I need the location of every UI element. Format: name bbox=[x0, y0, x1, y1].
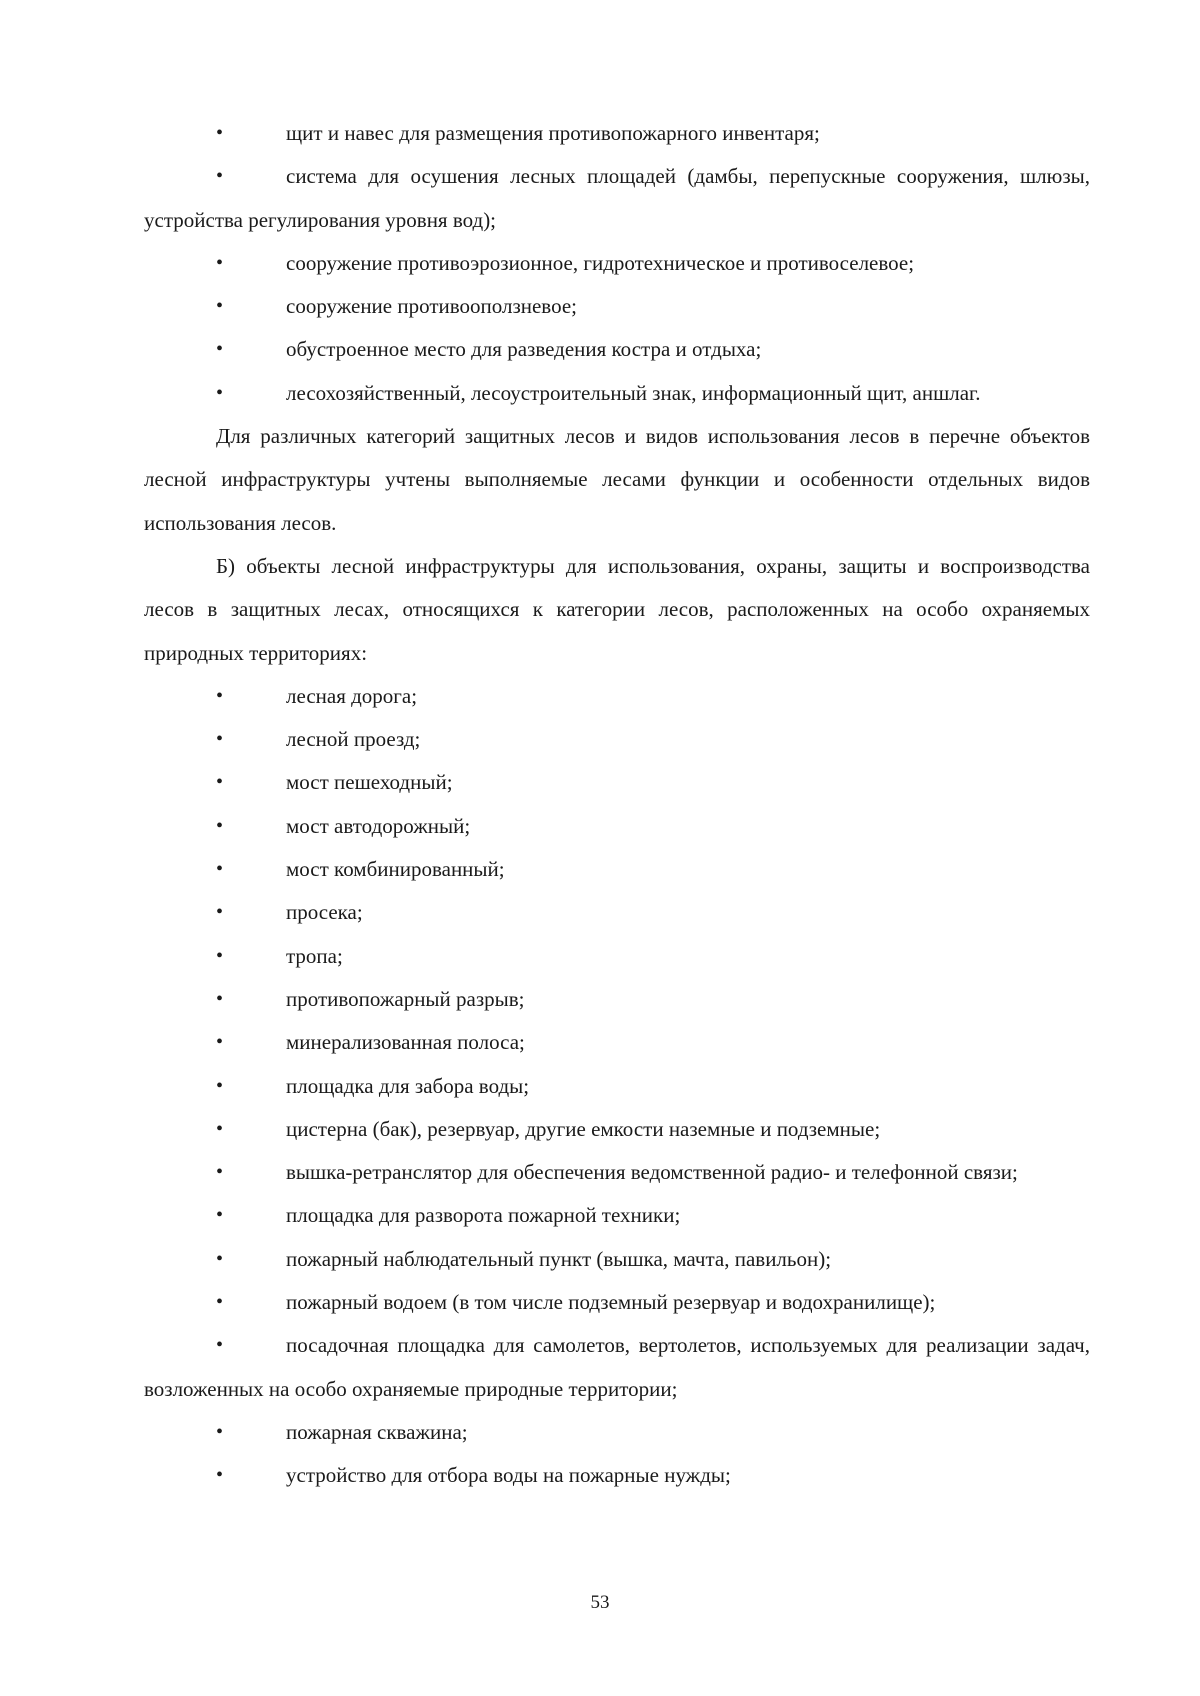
bullet-icon: • bbox=[216, 684, 224, 707]
bullet-icon: • bbox=[216, 251, 224, 274]
list-item: • пожарный водоем (в том числе подземный резервуар и водохранилище); bbox=[144, 1281, 1090, 1324]
bullet-icon: • bbox=[216, 165, 224, 188]
list-item: • пожарная скважина; bbox=[144, 1411, 1090, 1454]
list-item: • мост пешеходный; bbox=[144, 761, 1090, 804]
infrastructure-list-b bbox=[144, 675, 1090, 1498]
bullet-icon: • bbox=[216, 987, 224, 1010]
list-item: • пожарный наблюдательный пункт (вышка, мачта, павильон); bbox=[144, 1238, 1090, 1281]
bullet-icon: • bbox=[216, 771, 224, 794]
bullet-icon: • bbox=[216, 1031, 224, 1054]
bullet-icon: • bbox=[216, 1204, 224, 1227]
list-item: • мост комбинированный; bbox=[144, 848, 1090, 891]
list-item: • цистерна (бак), резервуар, другие емкости наземные и подземные; bbox=[144, 1108, 1090, 1151]
bullet-icon: • bbox=[216, 901, 224, 924]
bullet-icon: • bbox=[216, 814, 224, 837]
bullet-icon: • bbox=[216, 122, 224, 144]
list-item: • сооружение противооползневое; bbox=[144, 285, 1090, 328]
bullet-icon: • bbox=[216, 381, 224, 404]
bullet-icon: • bbox=[216, 295, 224, 318]
bullet-icon: • bbox=[216, 1464, 224, 1487]
body-paragraph: Для различных категорий защитных лесов и видов использования лесов в перечне объектов лесной инфраструктуры учтены выполняемые лесами функции и особенности отдельных видов использования лесов. bbox=[144, 424, 1090, 535]
bullet-icon: • bbox=[216, 1161, 224, 1184]
list-item: • просека; bbox=[144, 891, 1090, 934]
list-item: • посадочная площадка для самолетов, вертолетов, используемых для реализации задач, возложенных на особо охраняемые природные территории; bbox=[144, 1324, 1090, 1411]
list-item: • площадка для разворота пожарной техники; bbox=[144, 1194, 1090, 1237]
list-item: • обустроенное место для разведения костра и отдыха; bbox=[144, 328, 1090, 371]
list-item: • сооружение противоэрозионное, гидротехническое и противоселевое; bbox=[144, 242, 1090, 285]
list-item: • вышка-ретранслятор для обеспечения ведомственной радио- и телефонной связи; bbox=[144, 1151, 1090, 1194]
list-item: • тропа; bbox=[144, 935, 1090, 978]
list-item: • лесная дорога; bbox=[144, 675, 1090, 718]
bullet-icon: • bbox=[216, 858, 224, 881]
list-item: • площадка для забора воды; bbox=[144, 1065, 1090, 1108]
bullet-icon: • bbox=[216, 1117, 224, 1140]
page-content bbox=[144, 112, 1090, 1498]
list-item: • противопожарный разрыв; bbox=[144, 978, 1090, 1021]
list-item: • система для осушения лесных площадей (дамбы, перепускные сооружения, шлюзы, устройства регулирования уровня вод); bbox=[144, 155, 1090, 242]
infrastructure-list-a bbox=[144, 112, 1090, 415]
section-b-intro: Б) объекты лесной инфраструктуры для использования, охраны, защиты и воспроизводства лесов в защитных лесах, относящихся к категории лесов, расположенных на особо охраняемых природных территориях: bbox=[144, 553, 1090, 665]
list-item: • лесохозяйственный, лесоустроительный знак, информационный щит, аншлаг. bbox=[144, 372, 1090, 415]
bullet-icon: • bbox=[216, 1420, 224, 1443]
bullet-icon: • bbox=[216, 1074, 224, 1097]
bullet-icon: • bbox=[216, 944, 224, 967]
bullet-icon: • bbox=[216, 338, 224, 361]
list-item: • лесной проезд; bbox=[144, 718, 1090, 761]
bullet-icon: • bbox=[216, 1334, 224, 1357]
list-item: • устройство для отбора воды на пожарные нужды; bbox=[144, 1454, 1090, 1497]
list-item: • минерализованная полоса; bbox=[144, 1021, 1090, 1064]
page-number: 53 bbox=[590, 1592, 610, 1613]
bullet-icon: • bbox=[216, 1291, 224, 1314]
list-item: • мост автодорожный; bbox=[144, 805, 1090, 848]
bullet-icon: • bbox=[216, 728, 224, 751]
bullet-icon: • bbox=[216, 1247, 224, 1270]
list-item: • щит и навес для размещения противопожарного инвентаря; bbox=[144, 112, 1090, 155]
